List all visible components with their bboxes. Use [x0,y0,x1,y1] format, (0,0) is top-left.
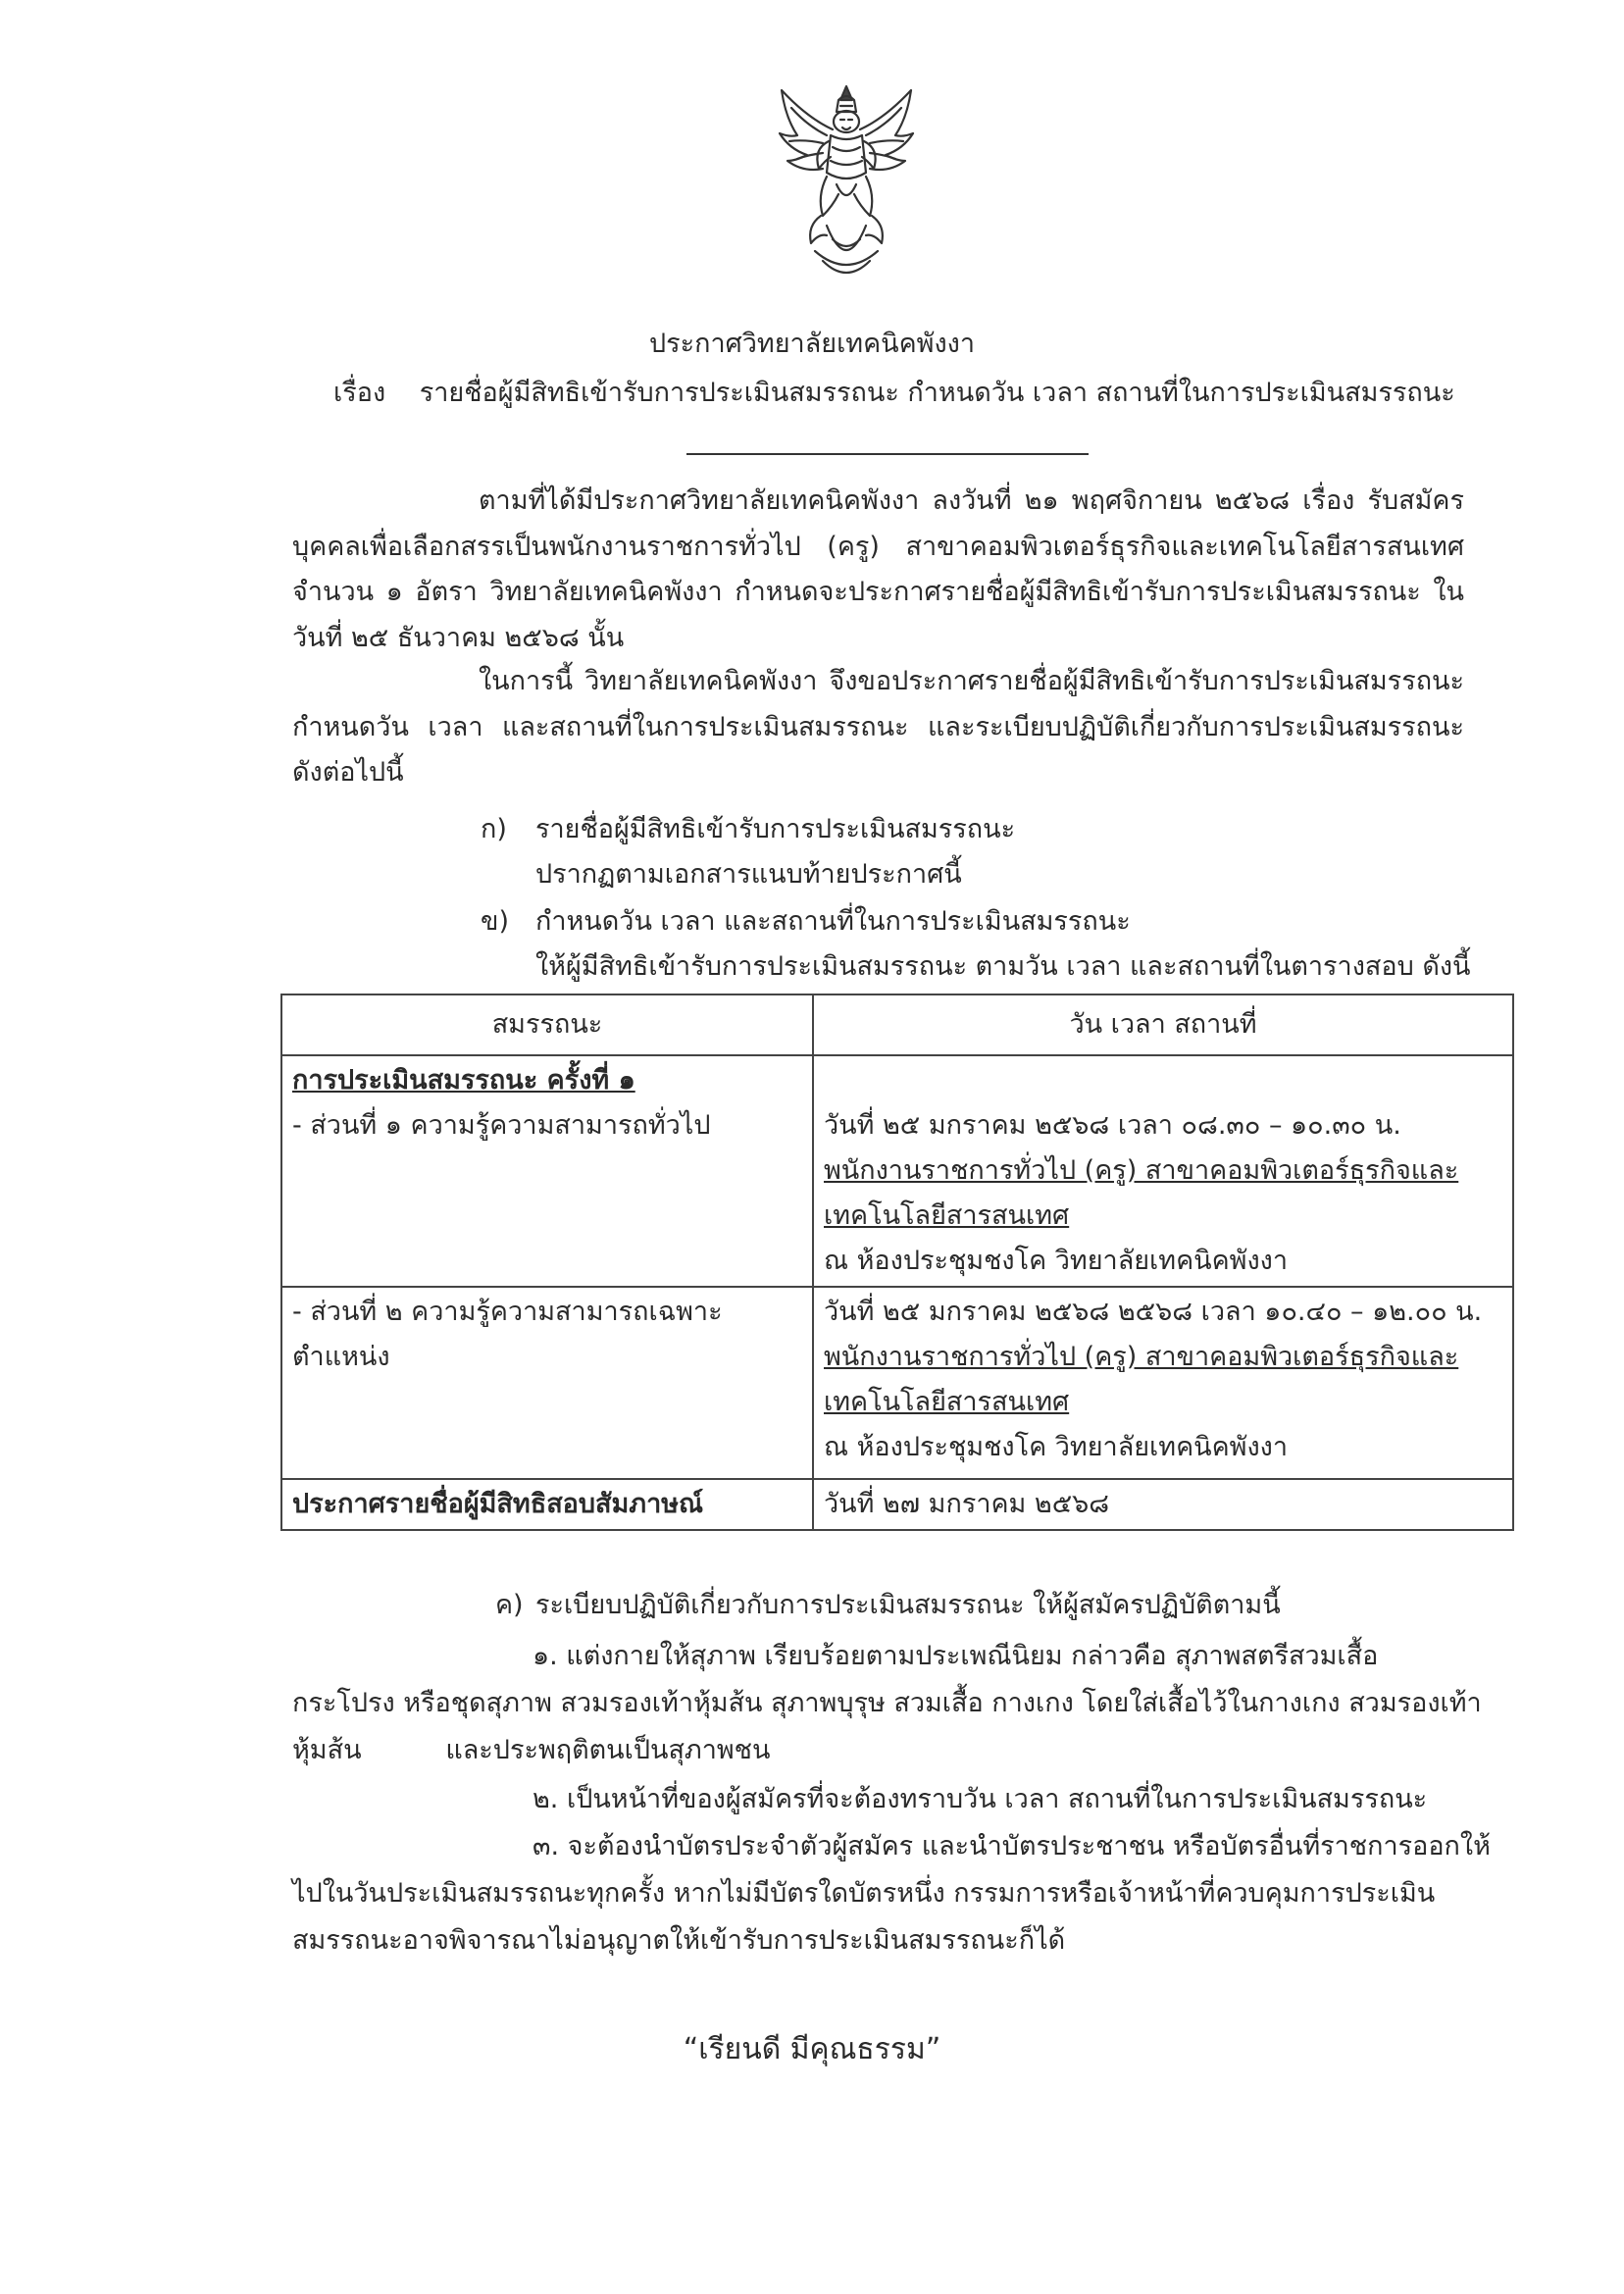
part-1-datetime: วันที่ ๒๕ มกราคม ๒๕๖๘ เวลา ๐๘.๓๐ – ๑๐.๓๐ น. [824,1110,1401,1141]
subject-line [333,371,1510,413]
item-b-label: ข) [481,906,509,937]
rule-1-line3: หุ้มส้น และประพฤติตนเป็นสุภาพชน [292,1735,771,1765]
item-a-line2: ปรากฏตามเอกสารแนบท้ายประกาศนี้ [535,859,962,890]
col-header-datetime-place: วัน เวลา สถานที่ [813,994,1513,1055]
rule-1 [292,1633,1482,1774]
garuda-emblem [768,78,925,284]
item-b-line2: ให้ผู้มีสิทธิเข้ารับการประเมินสมรรถนะ ตามวัน เวลา และสถานที่ในตารางสอบ ดังนี้ [535,951,1471,982]
rule-3-line1: ๓. จะต้องนำบัตรประจำตัวผู้สมัคร และนำบัตรประชาชน หรือบัตรอื่นที่ราชการออกให้ [533,1831,1491,1861]
competency-cell [281,1055,813,1287]
part-1-position-line1: พนักงานราชการทั่วไป (ครู) สาขาคอมพิวเตอร์ธุรกิจและ [824,1155,1459,1186]
col-header-competency: สมรรถนะ [281,994,813,1055]
body-paragraph-1: ตามที่ได้มีประกาศวิทยาลัยเทคนิคพังงา ลงวันที่ ๒๑ พฤศจิกายน ๒๕๖๘ เรื่อง รับสมัครบุคคลเพื่อเลือกสรรเป็นพนักงานราชการทั่วไป (ครู) สาขาคอมพิวเตอร์ธุรกิจและเทคโนโลยีสารสนเทศ จำนวน ๑ อัตรา วิทยาลัยเทคนิคพังงา กำหนดจะประกาศรายชื่อผู้มีสิทธิเข้ารับการประเมินสมรรถนะ ในวันที่ ๒๕ ธันวาคม ๒๕๖๘ นั้น [292,485,1464,653]
title-divider [686,453,1089,455]
part-2-position-line1: พนักงานราชการทั่วไป (ครู) สาขาคอมพิวเตอร์ธุรกิจและ [824,1342,1459,1372]
part-2-datetime: วันที่ ๒๕ มกราคม ๒๕๖๘ ๒๕๖๘ เวลา ๑๐.๔๐ – ๑๒.๐๐ น. [824,1297,1483,1327]
table-header-row [281,994,1513,1055]
part-1-position-line2: เทคโนโลยีสารสนเทศ [824,1200,1070,1231]
rule-3-line3: สมรรถนะอาจพิจารณาไม่อนุญาตให้เข้ารับการประเมินสมรรถนะก็ได้ [292,1925,1066,1956]
item-a-label: ก) [481,814,507,844]
part-2-place: ณ ห้องประชุมชงโค วิทยาลัยเทคนิคพังงา [824,1432,1288,1462]
rule-1-line2: กระโปรง หรือชุดสุภาพ สวมรองเท้าหุ้มส้น สุภาพบุรุษ สวมเสื้อ กางเกง โดยใส่เสื้อไว้ในกางเกง สวมรองเท้า [292,1688,1482,1718]
schedule-table [280,994,1514,1531]
rule-3 [292,1823,1491,1964]
college-motto: “เรียนดี มีคุณธรรม” [683,2032,941,2066]
table-row [281,1287,1513,1479]
rule-2: ๒. เป็นหน้าที่ของผู้สมัครที่จะต้องทราบวัน เวลา สถานที่ในการประเมินสมรรถนะ [533,1784,1428,1814]
body-paragraph-2: ในการนี้ วิทยาลัยเทคนิคพังงา จึงขอประกาศรายชื่อผู้มีสิทธิเข้ารับการประเมินสมรรถนะ กำหนดวัน เวลา และสถานที่ในการประเมินสมรรถนะ และระเบียบปฏิบัติเกี่ยวกับการประเมินสมรรถนะ ดังต่อไปนี้ [292,666,1464,788]
rule-1-line1: ๑. แต่งกายให้สุภาพ เรียบร้อยตามประเพณีนิยม กล่าวคือ สุภาพสตรีสวมเสื้อ [533,1641,1379,1671]
announcement-title: ประกาศวิทยาลัยเทคนิคพังงา [648,329,976,359]
competency-cell [281,1479,813,1530]
competency-cell [281,1287,813,1479]
interview-announce-label: ประกาศรายชื่อผู้มีสิทธิสอบสัมภาษณ์ [292,1489,704,1519]
table-row [281,1479,1513,1530]
rule-3-line2: ไปในวันประเมินสมรรถนะทุกครั้ง หากไม่มีบัตรใดบัตรหนึ่ง กรรมการหรือเจ้าหน้าที่ควบคุมการประเมิน [292,1878,1436,1909]
subject-label: เรื่อง [333,378,386,408]
interview-announce-date: วันที่ ๒๗ มกราคม ๒๕๖๘ [824,1489,1110,1519]
section-1-title: การประเมินสมรรถนะ ครั้งที่ ๑ [292,1065,635,1096]
subject-text: รายชื่อผู้มีสิทธิเข้ารับการประเมินสมรรถนะ กำหนดวัน เวลา สถานที่ในการประเมินสมรรถนะ [419,378,1455,408]
part-1-label: - ส่วนที่ ๑ ความรู้ความสามารถทั่วไป [292,1110,711,1141]
item-a-line1: รายชื่อผู้มีสิทธิเข้ารับการประเมินสมรรถนะ [535,814,1016,844]
part-2-label-line1: - ส่วนที่ ๒ ความรู้ความสามารถเฉพาะ [292,1297,723,1327]
datetime-cell [813,1287,1513,1479]
part-2-label-line2: ตำแหน่ง [292,1342,390,1372]
part-2-position-line2: เทคโนโลยีสารสนเทศ [824,1387,1070,1417]
datetime-cell [813,1055,1513,1287]
item-b-line1: กำหนดวัน เวลา และสถานที่ในการประเมินสมรรถนะ [535,906,1131,937]
table-row [281,1055,1513,1287]
rules-heading: ระเบียบปฏิบัติเกี่ยวกับการประเมินสมรรถนะ ให้ผู้สมัครปฏิบัติตามนี้ [535,1590,1281,1620]
rules-label: ค) [495,1590,524,1620]
part-1-place: ณ ห้องประชุมชงโค วิทยาลัยเทคนิคพังงา [824,1246,1288,1276]
datetime-cell [813,1479,1513,1530]
